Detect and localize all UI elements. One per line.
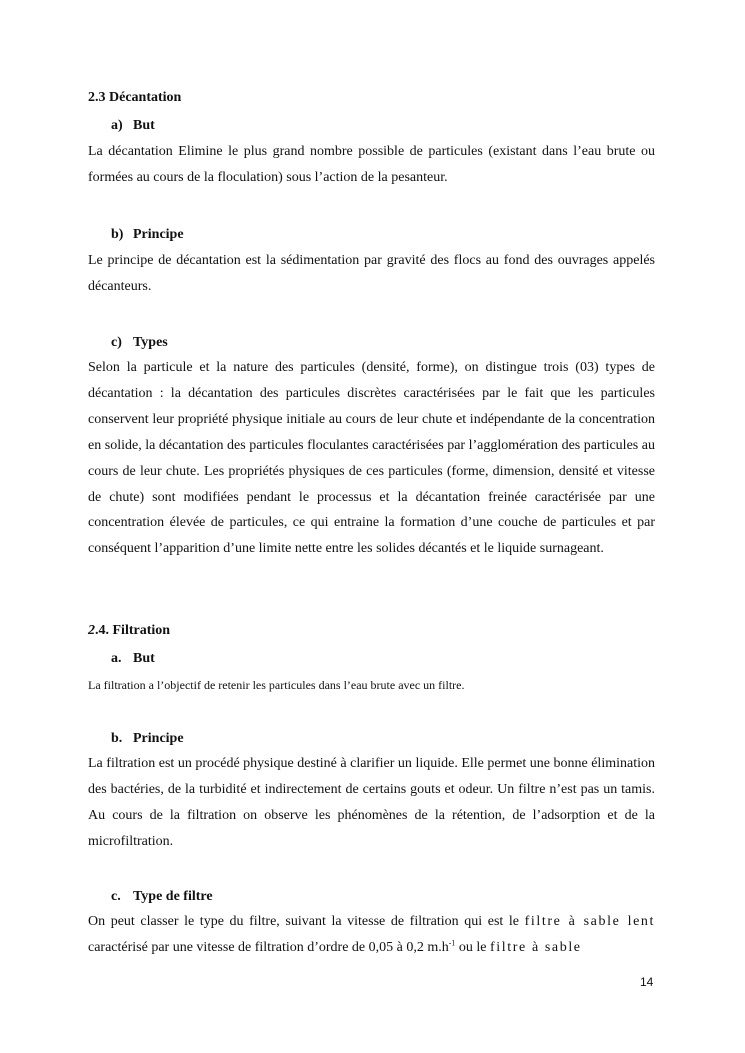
list-marker: c.: [111, 889, 121, 904]
subheading-title: But: [133, 118, 155, 133]
subheading-decantation-principe: [111, 226, 184, 244]
paragraph-decantation-types: Selon la particule et la nature des particules (densité, forme), on distingue trois (03) types de décantation : la décantation des particules discrètes caractérisées par le fait que les particules conservent leur propriété physique initiale au cours de leur chute et indépendante de la concentration en solide, la décantation des particules floculantes caractérisées par l’agglomération des particules au cours de leur chute. Les propriétés physiques de ces particules (forme, dimension, densité et vitesse de chute) sont modifiées pendant le processus et la décantation freinée caractérisée par une concentration élevée de particules, ce qui entraine la formation d’une couche de particules et par conséquent l’apparition d’une limite nette entre les solides décantés et le liquide surnageant.: [88, 360, 655, 557]
list-marker: b): [111, 227, 124, 242]
subheading-title: Type de filtre: [133, 889, 213, 904]
section-heading-filtration: [88, 622, 170, 640]
subheading-decantation-types: [111, 334, 168, 352]
list-marker: a.: [111, 651, 122, 666]
subheading-title: But: [133, 651, 155, 666]
paragraph-filtration-principe: La filtration est un procédé physique destiné à clarifier un liquide. Elle permet une bonne élimination des bactéries, de la turbidité et indirectement de certains gouts et odeur. Un filtre n’est pas un tamis. Au cours de la filtration on observe les phénomènes de la rétention, de l’adsorption et de la microfiltration.: [88, 756, 655, 849]
superscript-exponent: -1: [448, 938, 456, 948]
term-filtre-sable-lent: filtre à sable lent: [524, 914, 655, 929]
list-marker: c): [111, 335, 122, 350]
page-number: 14: [640, 975, 654, 989]
subheading-title: Principe: [133, 731, 184, 746]
heading-number-italic: 2: [88, 623, 95, 638]
list-marker: b.: [111, 731, 123, 746]
text-run: ou le: [455, 939, 491, 955]
paragraph-filtration-but: La filtration a l’objectif de retenir les particules dans l’eau brute avec un filtre.: [88, 678, 465, 692]
subheading-filtration-type-filtre: [111, 888, 213, 906]
paragraph-filtration-type-filtre: [88, 909, 655, 961]
subheading-filtration-principe: [111, 730, 184, 748]
subheading-title: Principe: [133, 227, 184, 242]
list-marker: a): [111, 118, 123, 133]
subheading-decantation-but: [111, 117, 155, 135]
text-run: caractérisé par une vitesse de filtration d’ordre de 0,05 à 0,2 m.h: [88, 939, 449, 955]
heading-text: .4. Filtration: [95, 623, 171, 638]
text-run: On peut classer le type du filtre, suivant la vitesse de filtration qui est le: [88, 914, 525, 929]
section-heading-decantation: 2.3 Décantation: [88, 90, 182, 105]
term-filtre-sable: filtre à sable: [490, 939, 582, 955]
subheading-filtration-but: [111, 650, 155, 668]
paragraph-decantation-principe: Le principe de décantation est la sédimentation par gravité des flocs au fond des ouvrages appelés décanteurs.: [88, 253, 655, 294]
paragraph-decantation-but: La décantation Elimine le plus grand nombre possible de particules (existant dans l’eau brute ou formées au cours de la floculation) sous l’action de la pesanteur.: [88, 144, 655, 185]
subheading-title: Types: [133, 335, 168, 350]
